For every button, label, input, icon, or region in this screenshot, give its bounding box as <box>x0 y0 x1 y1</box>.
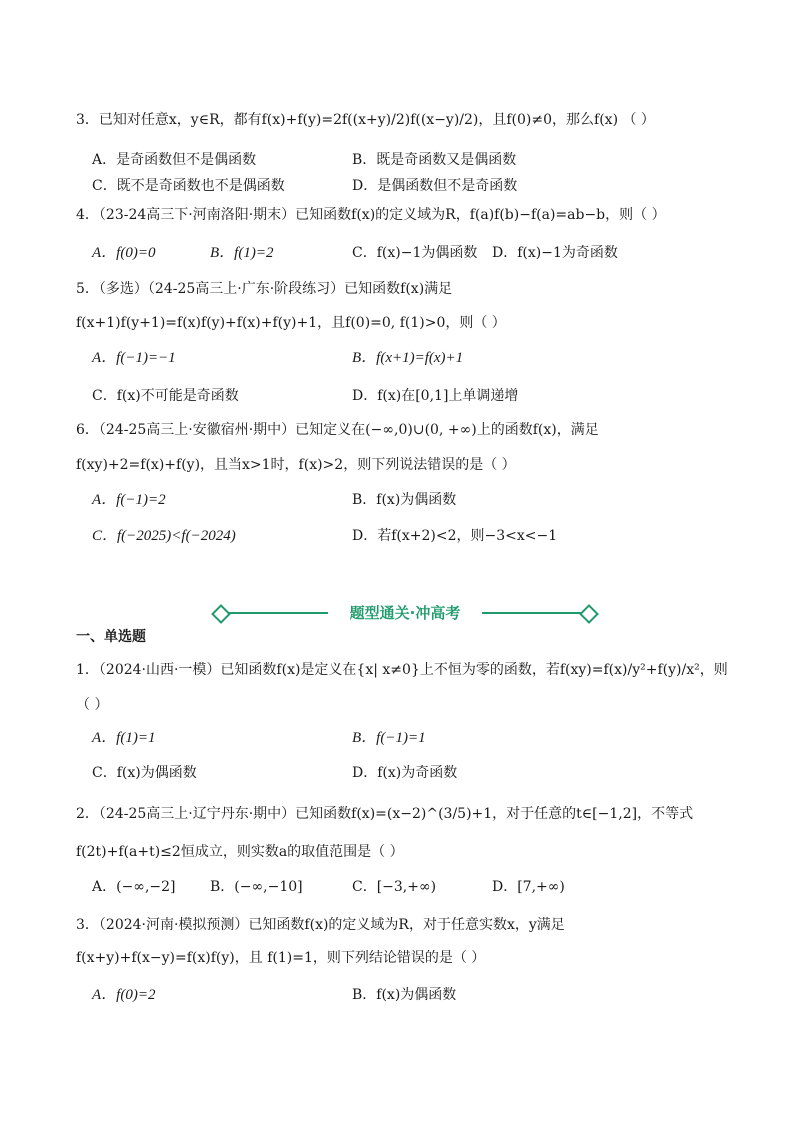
q4-option-c[interactable]: C．f(x)−1为偶函数 <box>352 245 478 261</box>
q5-option-a[interactable]: A．f(−1)=−1 <box>92 350 176 366</box>
q1b-option-d[interactable]: D．f(x)为奇函数 <box>352 765 458 781</box>
q6-option-b[interactable]: B．f(x)为偶函数 <box>352 492 457 508</box>
q2b-stem-line1: 2．（24-25高三上·辽宁丹东·期中）已知函数f(x)=(x−2)^(3/5)+1，对于任意的t∈[−1,2]，不等式 <box>76 806 694 822</box>
q6-option-c[interactable]: C．f(−2025)<f(−2024) <box>92 528 236 544</box>
q1b-option-a[interactable]: A．f(1)=1 <box>92 730 156 746</box>
q2b-stem-line2: f(2t)+f(a+t)≤2恒成立，则实数a的取值范围是（ ） <box>76 844 404 860</box>
q3b-option-a[interactable]: A．f(0)=2 <box>92 987 156 1003</box>
q3a-option-d[interactable]: D．是偶函数但不是奇函数 <box>352 178 518 194</box>
left-divider <box>228 612 328 614</box>
q5-stem-line1: 5．（多选）（24-25高三上·广东·阶段练习）已知函数f(x)满足 <box>76 281 453 297</box>
q4-option-d[interactable]: D．f(x)−1为奇函数 <box>492 245 618 261</box>
q1b-option-c[interactable]: C．f(x)为偶函数 <box>92 765 197 781</box>
right-diamond-icon <box>579 604 599 624</box>
q2b-option-c[interactable]: C．[−3,+∞) <box>352 879 437 895</box>
q4-option-b[interactable]: B．f(1)=2 <box>210 245 274 261</box>
q2b-option-d[interactable]: D．[7,+∞) <box>492 879 565 895</box>
q3b-stem-line1: 3．（2024·河南·模拟预测）已知函数f(x)的定义域为R，对于任意实数x，y满足 <box>76 917 565 933</box>
q5-option-b[interactable]: B．f(x+1)=f(x)+1 <box>352 350 464 366</box>
q4-option-a[interactable]: A．f(0)=0 <box>92 245 156 261</box>
q2b-option-a[interactable]: A．(−∞,−2] <box>92 879 176 895</box>
q1b-option-b[interactable]: B．f(−1)=1 <box>352 730 426 746</box>
q6-stem-line2: f(xy)+2=f(x)+f(y)，且当x>1时，f(x)>2，则下列说法错误的是（ ） <box>76 457 516 473</box>
q4-stem: 4．（23-24高三下·河南洛阳·期末）已知函数f(x)的定义域为R，f(a)f(b)−f(a)=ab−b，则（ ） <box>76 207 666 223</box>
banner-title: 题型通关·冲高考 <box>349 604 461 622</box>
q1b-stem-line1: 1．（2024·山西·一模）已知函数f(x)是定义在{x| x≠0}上不恒为零的函数，若f(xy)=f(x)/y²+f(y)/x²，则 <box>76 662 728 678</box>
q6-option-d[interactable]: D．若f(x+2)<2，则−3<x<−1 <box>352 528 558 544</box>
q3b-stem-line2: f(x+y)+f(x−y)=f(x)f(y)，且 f(1)=1，则下列结论错误的是（ ） <box>76 950 486 966</box>
q3a-option-b[interactable]: B．既是奇函数又是偶函数 <box>352 152 517 168</box>
q3a-option-a[interactable]: A．是奇函数但不是偶函数 <box>92 152 257 168</box>
left-diamond-icon <box>211 604 231 624</box>
q6-stem-line1: 6．（24-25高三上·安徽宿州·期中）已知定义在(−∞,0)∪(0, +∞)上的函数f(x)，满足 <box>76 422 599 438</box>
q5-stem-line2: f(x+1)f(y+1)=f(x)f(y)+f(x)+f(y)+1，且f(0)=0, f(1)>0，则（ ） <box>76 315 506 331</box>
right-divider <box>482 612 582 614</box>
q6-option-a[interactable]: A．f(−1)=2 <box>92 492 166 508</box>
q2b-option-b[interactable]: B．(−∞,−10] <box>210 879 303 895</box>
q3b-option-b[interactable]: B．f(x)为偶函数 <box>352 987 457 1003</box>
q1b-stem-line2: （ ） <box>76 697 109 713</box>
q3a-stem: 3．已知对任意x，y∈R，都有f(x)+f(y)=2f((x+y)/2)f((x−y)/2)，且f(0)≠0，那么f(x) （ ） <box>76 112 655 128</box>
q5-option-c[interactable]: C．f(x)不可能是奇函数 <box>92 388 239 404</box>
section-title: 一、单选题 <box>76 629 146 645</box>
section-banner <box>210 598 600 628</box>
q5-option-d[interactable]: D．f(x)在[0,1]上单调递增 <box>352 388 519 404</box>
q3a-option-c[interactable]: C．既不是奇函数也不是偶函数 <box>92 178 285 194</box>
